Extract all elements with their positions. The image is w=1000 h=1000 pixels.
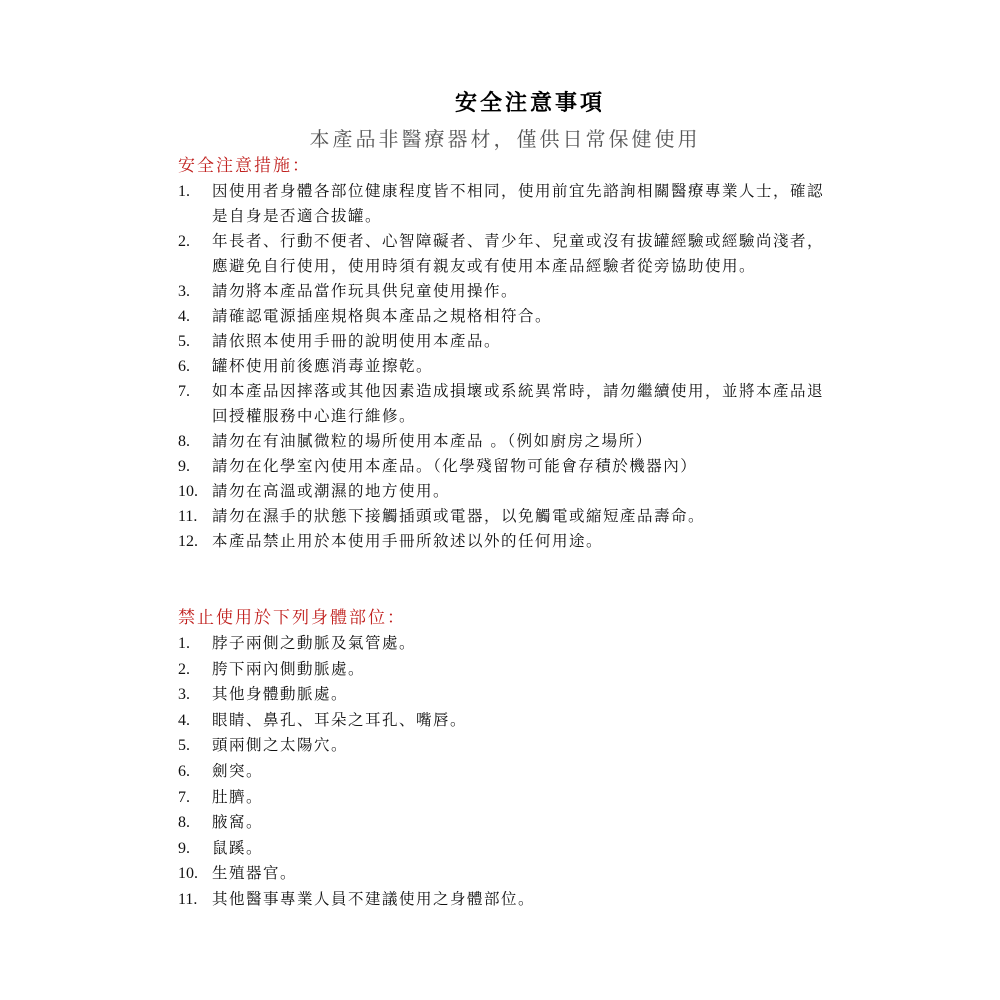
list-item-text: 請依照本使用手冊的說明使用本產品。: [212, 332, 502, 350]
list-item-text: 年長者、行動不便者、心智障礙者、青少年、兒童或沒有拔罐經驗或經驗尚淺者，應避免自行使用，使用時須有親友或有使用本產品經驗者從旁協助使用。: [212, 232, 825, 275]
list-item-number: 7.: [178, 383, 190, 400]
page-title: 安全注意事項: [454, 90, 605, 116]
list-item-number: 3.: [178, 283, 190, 300]
list-item-number: 8.: [178, 433, 190, 450]
list-item-number: 4.: [178, 308, 190, 325]
forbidden-section-heading: 禁止使用於下列身體部位：: [178, 608, 406, 628]
list-item: [178, 504, 838, 529]
list-item-number: 12.: [178, 533, 198, 550]
list-item: [178, 279, 838, 304]
list-item-number: 5.: [178, 333, 190, 350]
list-item-number: 1.: [178, 635, 190, 652]
list-item: [178, 429, 838, 454]
list-item-text: 腋窩。: [212, 813, 264, 832]
list-item: [178, 785, 838, 811]
list-item: [178, 304, 838, 329]
forbidden-parts-list: [178, 631, 838, 913]
list-item-number: 2.: [178, 233, 190, 250]
list-item-number: 9.: [178, 458, 190, 475]
list-item-number: 7.: [178, 788, 190, 806]
safety-section-heading: 安全注意措施：: [178, 156, 311, 176]
list-item: [178, 682, 838, 708]
list-item-text: 脖子兩側之動脈及氣管處。: [212, 634, 417, 652]
list-item-text: 頭兩側之太陽穴。: [212, 736, 349, 755]
list-item: [178, 529, 838, 554]
list-item-text: 請勿將本產品當作玩具供兒童使用操作。: [212, 282, 519, 300]
list-item: [178, 708, 838, 734]
safety-notes-list: [178, 179, 838, 554]
list-item: [178, 354, 838, 379]
list-item-number: 6.: [178, 762, 190, 780]
list-item-text: 請勿在高溫或潮濕的地方使用。: [212, 482, 451, 500]
list-item-number: 6.: [178, 358, 190, 375]
list-item-text: 罐杯使用前後應消毒並擦乾。: [212, 357, 434, 375]
list-item: [178, 861, 838, 887]
list-item-number: 10.: [178, 483, 198, 500]
page-subtitle: 本產品非醫療器材，僅供日常保健使用: [309, 127, 701, 151]
list-item: [178, 733, 838, 759]
list-item-text: 劍突。: [212, 761, 264, 780]
list-item-text: 眼睛、鼻孔、耳朵之耳孔、嘴唇。: [212, 710, 468, 729]
list-item: [178, 631, 838, 657]
list-item-number: 4.: [178, 711, 190, 729]
list-item: [178, 836, 838, 862]
list-item-number: 3.: [178, 686, 190, 704]
list-item: [178, 454, 838, 479]
list-item-text: 因使用者身體各部位健康程度皆不相同，使用前宜先諮詢相關醫療專業人士，確認是自身是否適合拔罐。: [212, 182, 825, 225]
list-item-number: 2.: [178, 660, 190, 678]
list-item: [178, 759, 838, 785]
list-item-number: 9.: [178, 839, 190, 857]
list-item-text: 肚臍。: [212, 787, 264, 806]
list-item: [178, 229, 838, 279]
list-item: [178, 379, 838, 429]
list-item-number: 5.: [178, 737, 190, 755]
list-item-text: 生殖器官。: [212, 864, 298, 883]
list-item-text: 如本產品因摔落或其他因素造成損壞或系統異常時，請勿繼續使用，並將本產品退回授權服務中心進行維修。: [212, 382, 825, 425]
list-item: [178, 887, 838, 913]
list-item: [178, 479, 838, 504]
list-item: [178, 810, 838, 836]
list-item-number: 1.: [178, 183, 190, 200]
list-item-text: 請確認電源插座規格與本產品之規格相符合。: [212, 307, 553, 325]
list-item-number: 11.: [178, 890, 198, 908]
list-item-text: 其他身體動脈處。: [212, 685, 349, 704]
list-item: [178, 179, 838, 229]
list-item-text: 其他醫事專業人員不建議使用之身體部位。: [212, 889, 536, 908]
list-item-text: 請勿在濕手的狀態下接觸插頭或電器，以免觸電或縮短產品壽命。: [212, 507, 706, 525]
list-item-text: 本產品禁止用於本使用手冊所敘述以外的任何用途。: [212, 532, 604, 550]
list-item-text: 胯下兩內側動脈處。: [212, 659, 366, 678]
list-item-text: 鼠蹊。: [212, 838, 264, 857]
list-item: [178, 329, 838, 354]
list-item: [178, 657, 838, 683]
list-item-number: 11.: [178, 508, 198, 525]
list-item-text: 請勿在有油膩微粒的場所使用本產品 。（例如廚房之場所）: [212, 432, 653, 450]
list-item-text: 請勿在化學室內使用本產品。（化學殘留物可能會存積於機器內）: [212, 457, 698, 475]
list-item-number: 10.: [178, 865, 198, 883]
list-item-number: 8.: [178, 814, 190, 832]
